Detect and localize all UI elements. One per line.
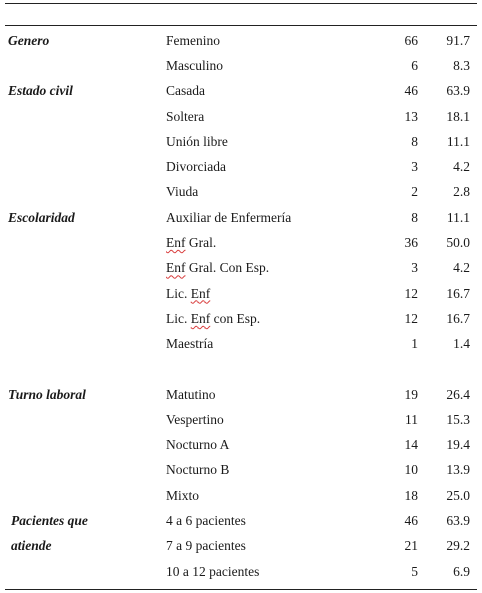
table-row: [0, 281, 482, 306]
category-label: atiende: [11, 538, 52, 554]
category-label: [0, 407, 159, 432]
item-label: Nocturno B: [166, 462, 230, 478]
item-label: Enf Gral.: [166, 235, 217, 251]
item-label: Casada: [166, 83, 205, 99]
item-label: Unión libre: [166, 133, 228, 149]
table-row: [0, 205, 482, 230]
percent-cell: 25.0: [446, 487, 470, 503]
category-label: [0, 53, 159, 78]
spellcheck-mark: Enf: [166, 260, 186, 276]
demographics-table: [0, 28, 482, 584]
category-label: [0, 256, 159, 281]
item-label: 7 a 9 pacientes: [166, 538, 246, 554]
item-label: Femenino: [166, 32, 220, 48]
percent-cell: 16.7: [446, 285, 470, 301]
table-row: [0, 180, 482, 205]
category-label: Pacientes que: [11, 512, 88, 528]
percent-cell: 2.8: [453, 184, 470, 200]
table-row: [0, 53, 482, 78]
table-row: [0, 256, 482, 281]
category-label: [0, 458, 159, 483]
spellcheck-mark: Enf: [166, 235, 186, 251]
category-label: [0, 281, 159, 306]
table-row: [0, 28, 482, 53]
item-label: Maestría: [166, 336, 214, 352]
item-label: 10 a 12 pacientes: [166, 563, 260, 579]
percent-cell: 18.1: [446, 108, 470, 124]
item-label: 4 a 6 pacientes: [166, 512, 246, 528]
count-cell: 13: [404, 108, 418, 124]
count-cell: 19: [404, 386, 418, 402]
table-row: [0, 306, 482, 331]
count-cell: 36: [404, 235, 418, 251]
count-cell: 5: [411, 563, 418, 579]
table-row: [0, 508, 482, 533]
table-header-rule: [5, 25, 477, 26]
item-label: Enf Gral. Con Esp.: [166, 260, 270, 276]
category-label: Escolaridad: [8, 209, 75, 225]
percent-cell: 11.1: [446, 209, 470, 225]
count-cell: 12: [404, 310, 418, 326]
table-row: [0, 154, 482, 179]
percent-cell: 8.3: [453, 57, 470, 73]
category-label: [0, 559, 159, 584]
category-label: Genero: [8, 32, 50, 48]
table-row: [0, 534, 482, 559]
table-row: [0, 382, 482, 407]
percent-cell: 13.9: [446, 462, 470, 478]
item-label: Lic. Enf con Esp.: [166, 310, 261, 326]
category-label: [0, 483, 159, 508]
count-cell: 1: [411, 336, 418, 352]
category-label: [0, 332, 159, 357]
spellcheck-mark: Enf: [190, 285, 211, 301]
item-label: Viuda: [166, 184, 199, 200]
category-label: [0, 104, 159, 129]
percent-cell: 50.0: [446, 235, 470, 251]
percent-cell: 11.1: [446, 133, 470, 149]
item-label: Vespertino: [166, 411, 224, 427]
table-bottom-rule: [5, 589, 477, 590]
item-label: Divorciada: [166, 159, 226, 175]
count-cell: 18: [404, 487, 418, 503]
category-label: [0, 230, 159, 255]
table-row: [0, 230, 482, 255]
percent-cell: 4.2: [453, 159, 470, 175]
category-label: Turno laboral: [8, 386, 86, 402]
item-label: Nocturno A: [166, 437, 230, 453]
table-row: [0, 129, 482, 154]
item-label: Soltera: [166, 108, 205, 124]
table-row: [0, 432, 482, 457]
count-cell: 10: [404, 462, 418, 478]
count-cell: 46: [404, 512, 418, 528]
percent-cell: 63.9: [446, 83, 470, 99]
count-cell: [366, 357, 418, 382]
percent-cell: 6.9: [453, 563, 470, 579]
category-label: [0, 129, 159, 154]
percent-cell: [418, 357, 482, 382]
table-top-rule: [5, 3, 477, 4]
count-cell: 14: [404, 437, 418, 453]
count-cell: 6: [411, 57, 418, 73]
table-row: [0, 559, 482, 584]
percent-cell: 16.7: [446, 310, 470, 326]
spellcheck-mark: Enf: [190, 310, 211, 326]
percent-cell: 15.3: [446, 411, 470, 427]
count-cell: 3: [411, 260, 418, 276]
table-row: [0, 104, 482, 129]
item-label: Matutino: [166, 386, 216, 402]
table-row: [0, 407, 482, 432]
category-label: [0, 306, 159, 331]
item-label: [159, 357, 366, 382]
percent-cell: 1.4: [453, 336, 470, 352]
category-label: Estado civil: [8, 83, 73, 99]
count-cell: 3: [411, 159, 418, 175]
category-label: [0, 357, 159, 382]
percent-cell: 4.2: [453, 260, 470, 276]
count-cell: 11: [405, 411, 418, 427]
item-label: Mixto: [166, 487, 200, 503]
item-label: Auxiliar de Enfermería: [166, 209, 292, 225]
percent-cell: 29.2: [446, 538, 470, 554]
table-row: [0, 458, 482, 483]
count-cell: 21: [404, 538, 418, 554]
count-cell: 8: [411, 209, 418, 225]
percent-cell: 91.7: [446, 32, 470, 48]
count-cell: 2: [411, 184, 418, 200]
count-cell: 8: [411, 133, 418, 149]
item-label: Lic. Enf: [166, 285, 211, 301]
table-spacer-row: [0, 357, 482, 382]
table-row: [0, 483, 482, 508]
table-row: [0, 79, 482, 104]
table-row: [0, 332, 482, 357]
count-cell: 66: [404, 32, 418, 48]
category-label: [0, 154, 159, 179]
percent-cell: 19.4: [446, 437, 470, 453]
count-cell: 12: [404, 285, 418, 301]
item-label: Masculino: [166, 57, 223, 73]
category-label: [0, 432, 159, 457]
category-label: [0, 180, 159, 205]
count-cell: 46: [404, 83, 418, 99]
percent-cell: 63.9: [446, 512, 470, 528]
percent-cell: 26.4: [446, 386, 470, 402]
